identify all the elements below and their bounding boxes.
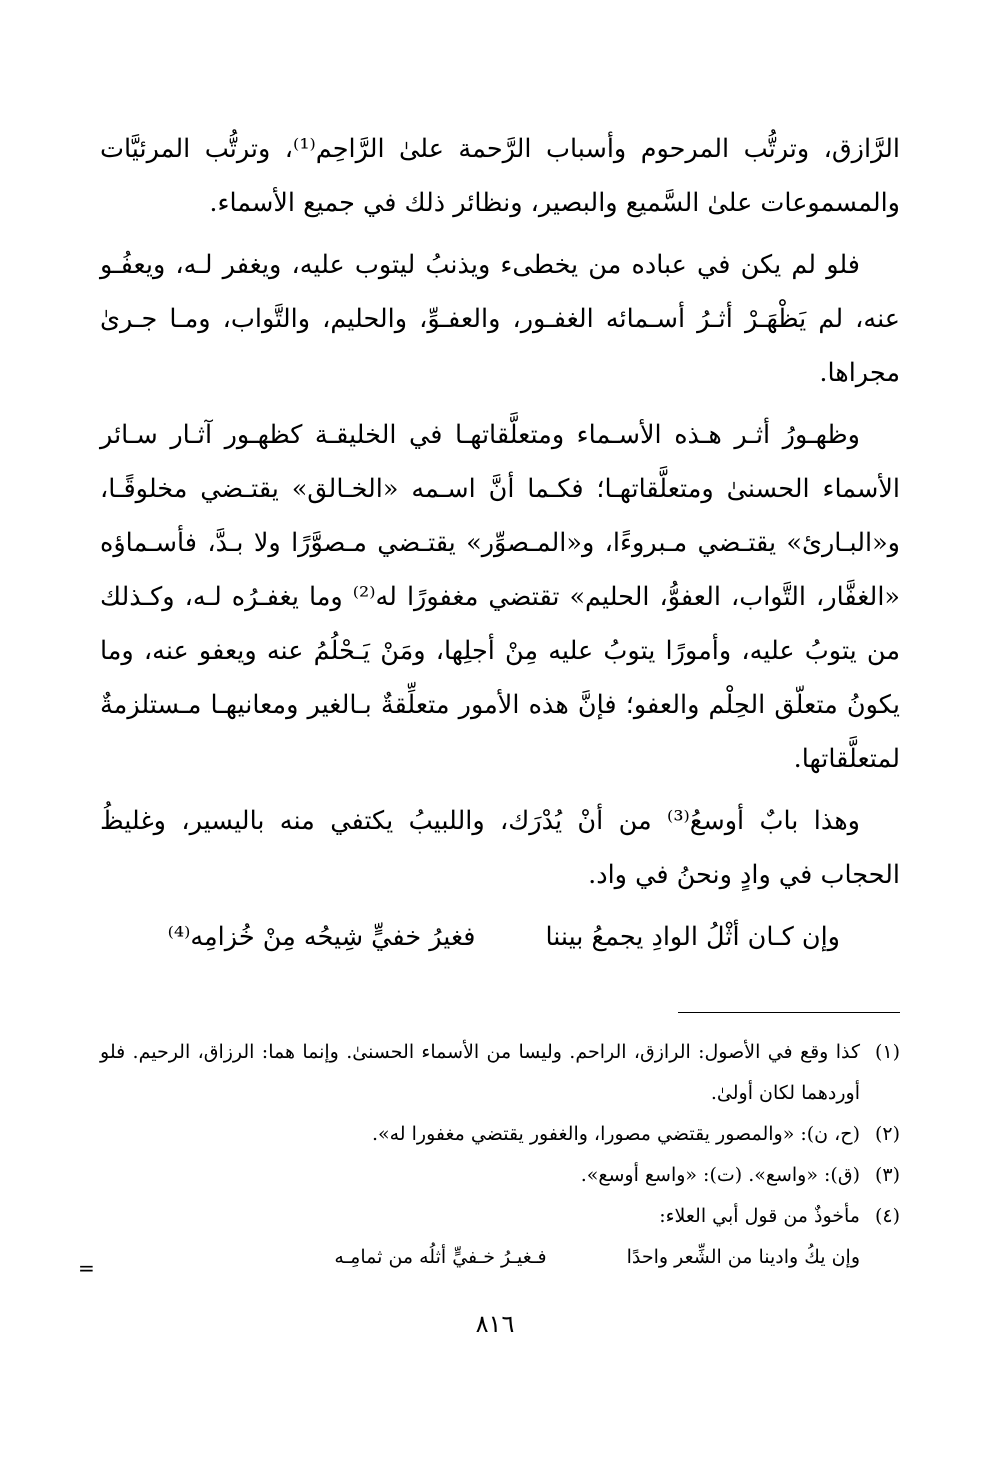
paragraph-3: وظهـورُ أثـر هـذه الأسـماء ومتعلَّقاتهـا في الخليقـة كظهـور آثـار سـائر الأسماء الحسنىٰ ومتعلَّقاتهـا؛ فكـما أنَّ اسـمه «الخـالق» يقتـضي مخلوقًـا، و«البـارئ» يقتـضي مـبروءًا، و«المـصوِّر» يقتـضي مـصوَّرًا ولا بـدَّ، فأسـماؤه «الغفَّار، التَّواب، العفوُّ، الحليم» تقتضي مغفورًا له⁽²⁾ وما يغفـرُه لـه، وكـذلك من يتوبُ عليه، وأمورًا يتوبُ عليه مِنْ أجلِها، ومَنْ يَـحْلُمُ عنه ويعفو عنه، وما يكونُ متعلّق الحِلْم والعفو؛ فإنَّ هذه الأمور متعلِّقةٌ بـالغير ومعانيهـا مـستلزمةٌ لمتعلَّقاتها. — [100, 420, 901, 774]
verse-second-hemistich: فغيرُ خفيٍّ شِيحُه مِنْ خُزامِه⁽⁴⁾ — [167, 922, 476, 952]
main-text — [100, 122, 900, 964]
footnote-text: (ح، ن): «والمصور يقتضي مصورا، والغفور يقتضي مغفورا له». — [371, 1123, 860, 1145]
footnote-number: (٤) — [874, 1205, 900, 1227]
footnote-number: (١) — [874, 1041, 900, 1063]
footnote-2 — [100, 1114, 900, 1155]
verse — [100, 910, 900, 964]
paragraph-4: وهذا بابٌ أوسعُ⁽³⁾ من أنْ يُدْرَك، واللبيبُ يكتفي منه باليسير، وغليظُ الحجاب في وادٍ ونحنُ في واد. — [100, 806, 900, 890]
footnote-3 — [100, 1155, 900, 1196]
page-number: ٨١٦ — [475, 1310, 515, 1338]
footnote-1 — [100, 1032, 900, 1114]
footnote-number: (٣) — [874, 1164, 900, 1186]
footnotes — [100, 1032, 900, 1278]
continuation-mark: = — [78, 1256, 95, 1280]
footnote-verse — [100, 1237, 900, 1278]
footnote-separator — [678, 1012, 900, 1013]
footnote-text: كذا وقع في الأصول: الرازق، الراحم. وليسا من الأسماء الحسنىٰ. وإنما هما: الرزاق، الرحيم. فلو أوردهما لكان أولىٰ. — [100, 1041, 860, 1104]
footnote-text: مأخوذٌ من قول أبي العلاء: — [659, 1205, 860, 1227]
footnote-4 — [100, 1196, 900, 1237]
paragraph-1: الرَّازق، وترتُّب المرحوم وأسباب الرَّحمة علىٰ الرَّاحِم⁽¹⁾، وترتُّب المرئيَّات والمسموعات علىٰ السَّميع والبصير، ونظائر ذلك في جميع الأسماء. — [100, 134, 901, 218]
verse-first-hemistich: وإن كـان أثْلُ الوادِ يجمعُ بيننا — [545, 922, 840, 952]
footnote-number: (٢) — [874, 1123, 900, 1145]
footnote-verse-second: فـغيـرُ خـفيٍّ أثلُه من ثمامِـه — [334, 1246, 547, 1268]
paragraph-2: فلو لم يكن في عباده من يخطىء ويذنبُ ليتوب عليه، ويغفر لـه، ويعفُـو عنه، لم يَظْهَـرْ أثـرُ أسـمائه الغفـور، والعفـوِّ، والحليم، والتَّواب، ومـا جـرىٰ مجراها. — [100, 250, 900, 388]
footnote-verse-first: وإن يكُ وادينا من الشِّعر واحدًا — [626, 1246, 860, 1268]
footnote-text: (ق): «واسع». (ت): «واسع أوسع». — [580, 1164, 860, 1186]
